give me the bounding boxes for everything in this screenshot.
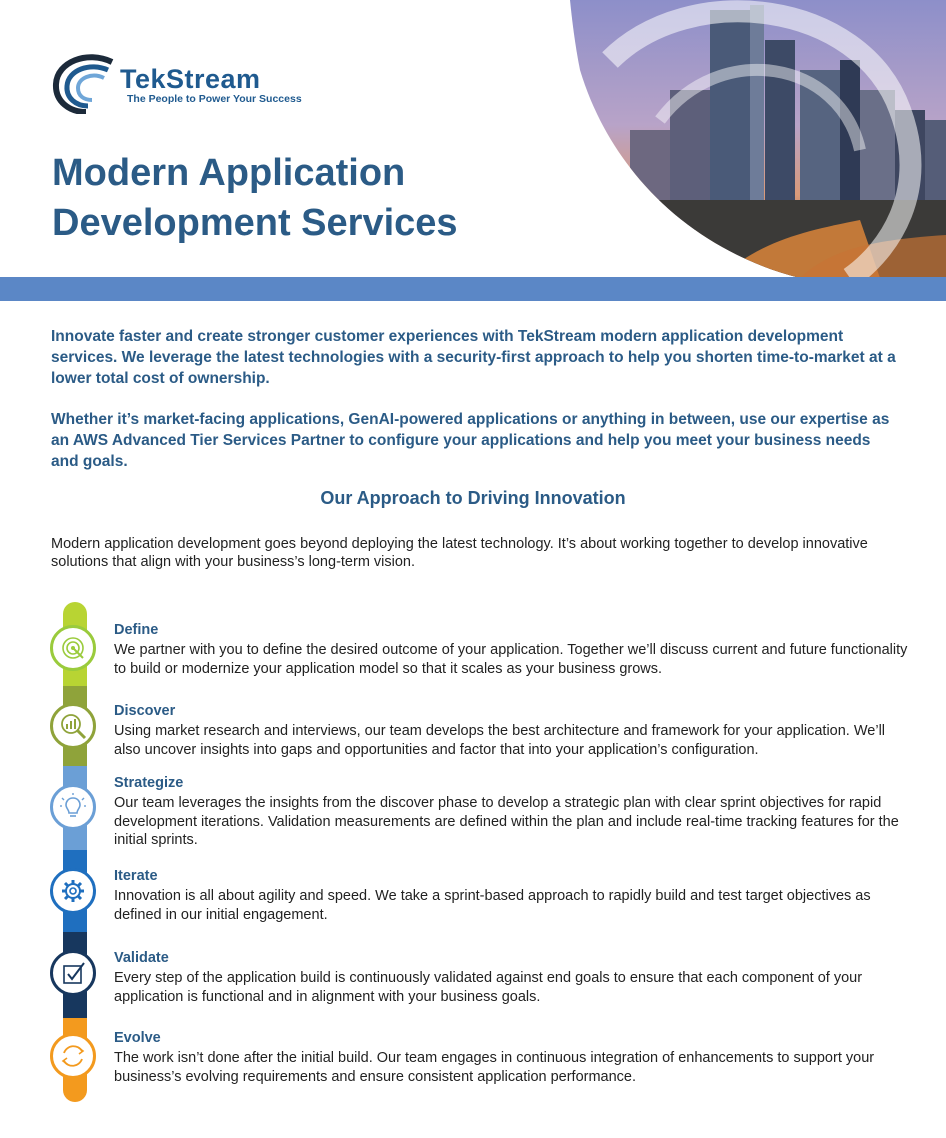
tekstream-swirl-logo-icon (52, 54, 120, 114)
step-body-discover: Using market research and interviews, our team develops the best architecture and framework for your application. We’ll also uncover insights into gaps and opportunities and factor that into your application’s configuration. (114, 723, 886, 758)
step-title-validate: Validate (114, 950, 169, 966)
step-title-strategize: Strategize (114, 775, 184, 791)
intro-paragraph-2: Whether it’s market-facing applications, GenAI-powered applications or anything in between, use our expertise as an AWS Advanced Tier Services Partner to configure your applications and help you meet your business needs and goals. (51, 411, 890, 470)
lightbulb-icon (50, 784, 96, 830)
cycle-icon (50, 1033, 96, 1079)
logo-tagline: The People to Power Your Success (127, 93, 302, 105)
approach-body: Modern application development goes beyond deploying the latest technology. It’s about working together to develop innovative solutions that align with your business’s long-term vision. (51, 536, 868, 570)
page-title-line-2: Development Services (52, 202, 458, 244)
magnifier-chart-icon (50, 703, 96, 749)
intro-paragraph-1: Innovate faster and create stronger customer experiences with TekStream modern application development services. We leverage the latest technologies with a security-first approach to help you shorten time-to-market at a lower total cost of ownership. (51, 328, 896, 387)
step-body-define: We partner with you to define the desired outcome of your application. Together we’ll discuss current and future functionality to build or modernize your application model so that it scales as your business grows. (114, 642, 908, 677)
step-body-iterate: Innovation is all about agility and speed. We take a sprint-based approach to rapidly build and test target objectives as defined in our initial engagement. (114, 888, 871, 923)
tekstream-wordmark: TekStream (120, 64, 261, 94)
approach-heading: Our Approach to Driving Innovation (320, 488, 626, 508)
step-title-iterate: Iterate (114, 868, 158, 884)
gear-icon (50, 868, 96, 914)
step-title-define: Define (114, 622, 159, 638)
checkbox-icon (50, 950, 96, 996)
step-body-validate: Every step of the application build is continuously validated against end goals to ensure that each component of your application is functional and in alignment with your business goals. (114, 970, 863, 1005)
step-title-discover: Discover (114, 703, 176, 719)
target-icon (50, 625, 96, 671)
city-skyline-image (570, 0, 946, 278)
step-title-evolve: Evolve (114, 1030, 161, 1046)
page-title (52, 148, 572, 248)
step-body-strategize: Our team leverages the insights from the discover phase to develop a strategic plan with clear sprint objectives for rapid development iterations. Validation measurements are defined within the plan and include real-time tracking features for the initial sprints. (114, 795, 899, 848)
header-accent-band (0, 277, 946, 301)
page-title-line-1: Modern Application (52, 152, 406, 194)
step-body-evolve: The work isn’t done after the initial build. Our team engages in continuous integration of enhancements to support your business’s evolving requirements and ensure consistent application performance. (114, 1050, 875, 1085)
